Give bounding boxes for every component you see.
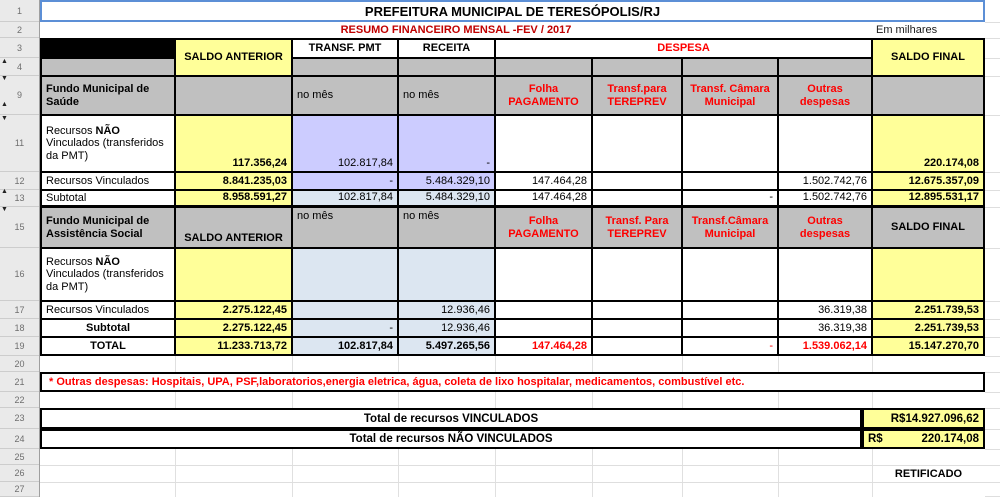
gridline (985, 372, 1000, 373)
row-number[interactable]: 13 (0, 190, 39, 207)
gridline (398, 392, 399, 408)
s2-nao-vinculados-label[interactable] (40, 248, 175, 301)
s2-subtotal-label[interactable]: Subtotal (40, 319, 175, 337)
empty-cell[interactable] (495, 301, 592, 319)
s2-subtotal-outras[interactable]: 36.319,38 (778, 319, 872, 337)
gridline (872, 392, 873, 408)
s2-outras-header[interactable]: Outras despesas (778, 207, 872, 248)
s2-saldo-final-header[interactable]: SALDO FINAL (872, 207, 985, 248)
gridline (985, 301, 1000, 302)
s1-nao-vinc-saldo-anterior[interactable]: 117.356,24 (175, 115, 292, 172)
s1-nao-vinc-transf-pmt[interactable]: 102.817,84 (292, 115, 398, 172)
gridline (985, 207, 1000, 208)
black-corner-cell[interactable] (40, 38, 175, 58)
empty-cell[interactable] (872, 248, 985, 301)
row-number[interactable]: 20 (0, 356, 39, 372)
row-number[interactable]: 17 (0, 301, 39, 319)
row-number[interactable]: 19 (0, 337, 39, 356)
gridline (985, 115, 1000, 116)
s1-subtotal-saldo-anterior[interactable]: 8.958.591,27 (175, 190, 292, 207)
empty-cell[interactable] (682, 58, 778, 76)
outline-expand-icon[interactable]: ▼ (1, 75, 8, 82)
label-text: Recursos (46, 124, 93, 137)
s2-subtotal-receita[interactable]: 12.936,46 (398, 319, 495, 337)
gridline (495, 356, 496, 372)
s2-subtotal-transf-pmt[interactable]: - (292, 319, 398, 337)
empty-cell[interactable] (592, 172, 682, 190)
gridline (398, 356, 399, 372)
empty-cell[interactable] (592, 115, 682, 172)
gridline (778, 392, 779, 408)
s1-nao-vinc-saldo-final[interactable]: 220.174,08 (872, 115, 985, 172)
row-number[interactable]: 27 (0, 482, 39, 497)
row-number[interactable]: 24 (0, 429, 39, 449)
row-number[interactable]: 26 (0, 465, 39, 482)
empty-cell[interactable] (40, 58, 175, 76)
gridline (985, 38, 1000, 39)
total-folha[interactable]: 147.464,28 (495, 337, 592, 356)
empty-cell[interactable] (682, 115, 778, 172)
s1-outras-header[interactable]: Outras despesas (778, 76, 872, 115)
label-text: Recursos (46, 255, 93, 268)
s2-vinculados-label[interactable]: Recursos Vinculados (40, 301, 175, 319)
empty-cell[interactable] (495, 58, 592, 76)
gridline (985, 22, 1000, 23)
s2-no-mes-transf[interactable]: no mês (292, 207, 398, 248)
empty-cell[interactable] (175, 248, 292, 301)
row-number[interactable]: 1 (0, 0, 39, 22)
s2-folha-header[interactable]: Folha PAGAMENTO (495, 207, 592, 248)
s1-subtotal-outras[interactable]: 1.502.742,76 (778, 190, 872, 207)
unit-note[interactable]: Em milhares (876, 24, 938, 36)
s1-folha-header[interactable]: Folha PAGAMENTO (495, 76, 592, 115)
despesa-header[interactable]: DESPESA (495, 38, 872, 58)
total-transf-pmt[interactable]: 102.817,84 (292, 337, 398, 356)
empty-cell[interactable] (592, 337, 682, 356)
label-text: Vinculados (transferidos da PMT) (46, 137, 164, 162)
gridline (872, 449, 873, 497)
s1-subtotal-label[interactable]: Subtotal (40, 190, 175, 207)
label-text-bold: NÃO (92, 124, 120, 137)
gridline (985, 337, 1000, 338)
s1-subtotal-saldo-final[interactable]: 12.895.531,17 (872, 190, 985, 207)
row-number[interactable]: 18 (0, 319, 39, 337)
empty-cell[interactable] (292, 248, 398, 301)
s1-vinc-saldo-anterior[interactable]: 8.841.235,03 (175, 172, 292, 190)
empty-cell[interactable] (778, 115, 872, 172)
row-number[interactable]: 2 (0, 22, 39, 38)
empty-cell[interactable] (398, 58, 495, 76)
currency-symbol: R$ (868, 433, 883, 445)
row-number[interactable]: 22 (0, 392, 39, 408)
empty-cell[interactable] (592, 190, 682, 207)
empty-cell[interactable] (292, 58, 398, 76)
gridline (985, 190, 1000, 191)
empty-cell[interactable] (778, 248, 872, 301)
s2-subtotal-saldo-anterior[interactable]: 2.275.122,45 (175, 319, 292, 337)
outline-collapse-icon[interactable]: ▲ (1, 58, 8, 65)
row-header-gutter (0, 0, 40, 497)
sheet-title-cell[interactable]: PREFEITURA MUNICIPAL DE TERESÓPOLIS/RJ (40, 0, 985, 22)
gridline (985, 172, 1000, 173)
saldo-final-header[interactable]: SALDO FINAL (872, 38, 985, 76)
s2-saldo-anterior-header[interactable]: SALDO ANTERIOR (175, 207, 292, 248)
gridline (495, 449, 496, 497)
s1-subtotal-folha[interactable]: 147.464,28 (495, 190, 592, 207)
gridline (398, 449, 399, 497)
total-label[interactable]: TOTAL (40, 337, 175, 356)
row-number[interactable]: 4 (0, 58, 39, 76)
empty-cell[interactable] (495, 319, 592, 337)
empty-cell[interactable] (778, 58, 872, 76)
gridline (495, 392, 496, 408)
gridline (682, 392, 683, 408)
gridline (682, 449, 683, 497)
transf-pmt-header[interactable]: TRANSF. PMT (292, 38, 398, 58)
total-outras[interactable]: 1.539.062,14 (778, 337, 872, 356)
empty-cell[interactable] (175, 76, 292, 115)
s1-no-mes-transf[interactable]: no mês (292, 76, 398, 115)
empty-cell[interactable] (495, 248, 592, 301)
gridline (292, 356, 293, 372)
gridline (592, 449, 593, 497)
empty-cell[interactable] (398, 248, 495, 301)
total-nao-vinculados-value[interactable] (862, 429, 985, 449)
empty-cell[interactable] (682, 319, 778, 337)
empty-cell[interactable] (292, 301, 398, 319)
section1-title[interactable]: Fundo Municipal de Saúde (40, 76, 175, 115)
s2-vinc-saldo-anterior[interactable]: 2.275.122,45 (175, 301, 292, 319)
gridline (778, 449, 779, 497)
gridline (592, 356, 593, 372)
total-receita[interactable]: 5.497.265,56 (398, 337, 495, 356)
row-number[interactable]: 3 (0, 38, 39, 58)
s2-subtotal-saldo-final[interactable]: 2.251.739,53 (872, 319, 985, 337)
row-number[interactable]: 23 (0, 408, 39, 429)
empty-cell[interactable] (592, 58, 682, 76)
gridline (985, 248, 1000, 249)
row-number[interactable]: 9 (0, 76, 39, 115)
gridline (175, 392, 176, 408)
gridline (985, 319, 1000, 320)
s1-vinc-folha[interactable]: 147.464,28 (495, 172, 592, 190)
s2-camara-header[interactable]: Transf.Câmara Municipal (682, 207, 778, 248)
s1-vinc-outras[interactable]: 1.502.742,76 (778, 172, 872, 190)
gridline (292, 449, 293, 497)
total-saldo-anterior[interactable]: 11.233.713,72 (175, 337, 292, 356)
total-nao-vinculados-label[interactable]: Total de recursos NÃO VINCULADOS (40, 429, 862, 449)
s1-vinc-receita[interactable]: 5.484.329,10 (398, 172, 495, 190)
s2-tereprev-header[interactable]: Transf. Para TEREPREV (592, 207, 682, 248)
label-text: Vinculados (transferidos da PMT) (46, 268, 164, 293)
row-number[interactable]: 21 (0, 372, 39, 392)
gridline (175, 449, 176, 497)
saldo-anterior-header[interactable]: SALDO ANTERIOR (175, 38, 292, 76)
row-number[interactable]: 25 (0, 449, 39, 465)
empty-cell[interactable] (592, 248, 682, 301)
gridline (985, 356, 1000, 357)
s2-vinc-receita[interactable]: 12.936,46 (398, 301, 495, 319)
s2-no-mes-receita[interactable]: no mês (398, 207, 495, 248)
total-saldo-final[interactable]: 15.147.270,70 (872, 337, 985, 356)
s1-vinc-saldo-final[interactable]: 12.675.357,09 (872, 172, 985, 190)
outline-expand-icon[interactable]: ▼ (1, 206, 8, 213)
row-number[interactable]: 11 (0, 115, 39, 172)
s1-subtotal-receita[interactable]: 5.484.329,10 (398, 190, 495, 207)
gridline (985, 76, 1000, 77)
empty-cell[interactable] (495, 115, 592, 172)
retificado-label[interactable]: RETIFICADO (894, 467, 963, 480)
s1-no-mes-receita[interactable]: no mês (398, 76, 495, 115)
total-vinculados-value[interactable]: R$14.927.096,62 (862, 408, 985, 429)
s2-vinc-saldo-final[interactable]: 2.251.739,53 (872, 301, 985, 319)
s2-vinc-outras[interactable]: 36.319,38 (778, 301, 872, 319)
s1-subtotal-transf-pmt[interactable]: 102.817,84 (292, 190, 398, 207)
receita-header[interactable]: RECEITA (398, 38, 495, 58)
amount: 220.174,08 (921, 433, 979, 445)
empty-cell[interactable] (872, 76, 985, 115)
gridline (175, 356, 176, 372)
s1-vinculados-label[interactable]: Recursos Vinculados (40, 172, 175, 190)
outras-despesas-footnote[interactable]: * Outras despesas: Hospitais, UPA, PSF,laboratorios,energia eletrica, água, coleta de lixo hospitalar, medicamentos, combustível etc. (40, 372, 985, 392)
gridline (872, 356, 873, 372)
gridline (985, 392, 1000, 393)
outline-collapse-icon[interactable]: ▲ (1, 188, 8, 195)
empty-cell[interactable] (682, 172, 778, 190)
gridline (292, 392, 293, 408)
gridline (985, 408, 1000, 409)
section2-title[interactable]: Fundo Municipal de Assistência Social (40, 207, 175, 248)
gridline (778, 356, 779, 372)
row-number[interactable]: 15 (0, 207, 39, 248)
s1-nao-vinc-receita[interactable]: - (398, 115, 495, 172)
gridline (40, 482, 1000, 483)
row-number[interactable]: 16 (0, 248, 39, 301)
s1-subtotal-camara[interactable]: - (682, 190, 778, 207)
outline-expand-icon[interactable]: ▼ (1, 115, 8, 122)
row-number[interactable]: 12 (0, 172, 39, 190)
s1-camara-header[interactable]: Transf. Câmara Municipal (682, 76, 778, 115)
total-vinculados-label[interactable]: Total de recursos VINCULADOS (40, 408, 862, 429)
empty-cell[interactable] (682, 301, 778, 319)
label-text-bold: NÃO (92, 255, 120, 268)
total-camara[interactable]: - (682, 337, 778, 356)
gridline (985, 58, 1000, 59)
outline-collapse-icon[interactable]: ▲ (1, 101, 8, 108)
gridline (985, 449, 1000, 450)
empty-cell[interactable] (592, 301, 682, 319)
s1-nao-vinculados-label[interactable] (40, 115, 175, 172)
gridline (985, 429, 1000, 430)
s1-tereprev-header[interactable]: Transf.para TEREPREV (592, 76, 682, 115)
sheet-subtitle[interactable]: RESUMO FINANCEIRO MENSAL -FEV / 2017 (340, 24, 572, 36)
gridline (592, 392, 593, 408)
empty-cell[interactable] (592, 319, 682, 337)
empty-cell[interactable] (682, 248, 778, 301)
s1-vinc-transf-pmt[interactable]: - (292, 172, 398, 190)
gridline (40, 465, 1000, 466)
gridline (682, 356, 683, 372)
